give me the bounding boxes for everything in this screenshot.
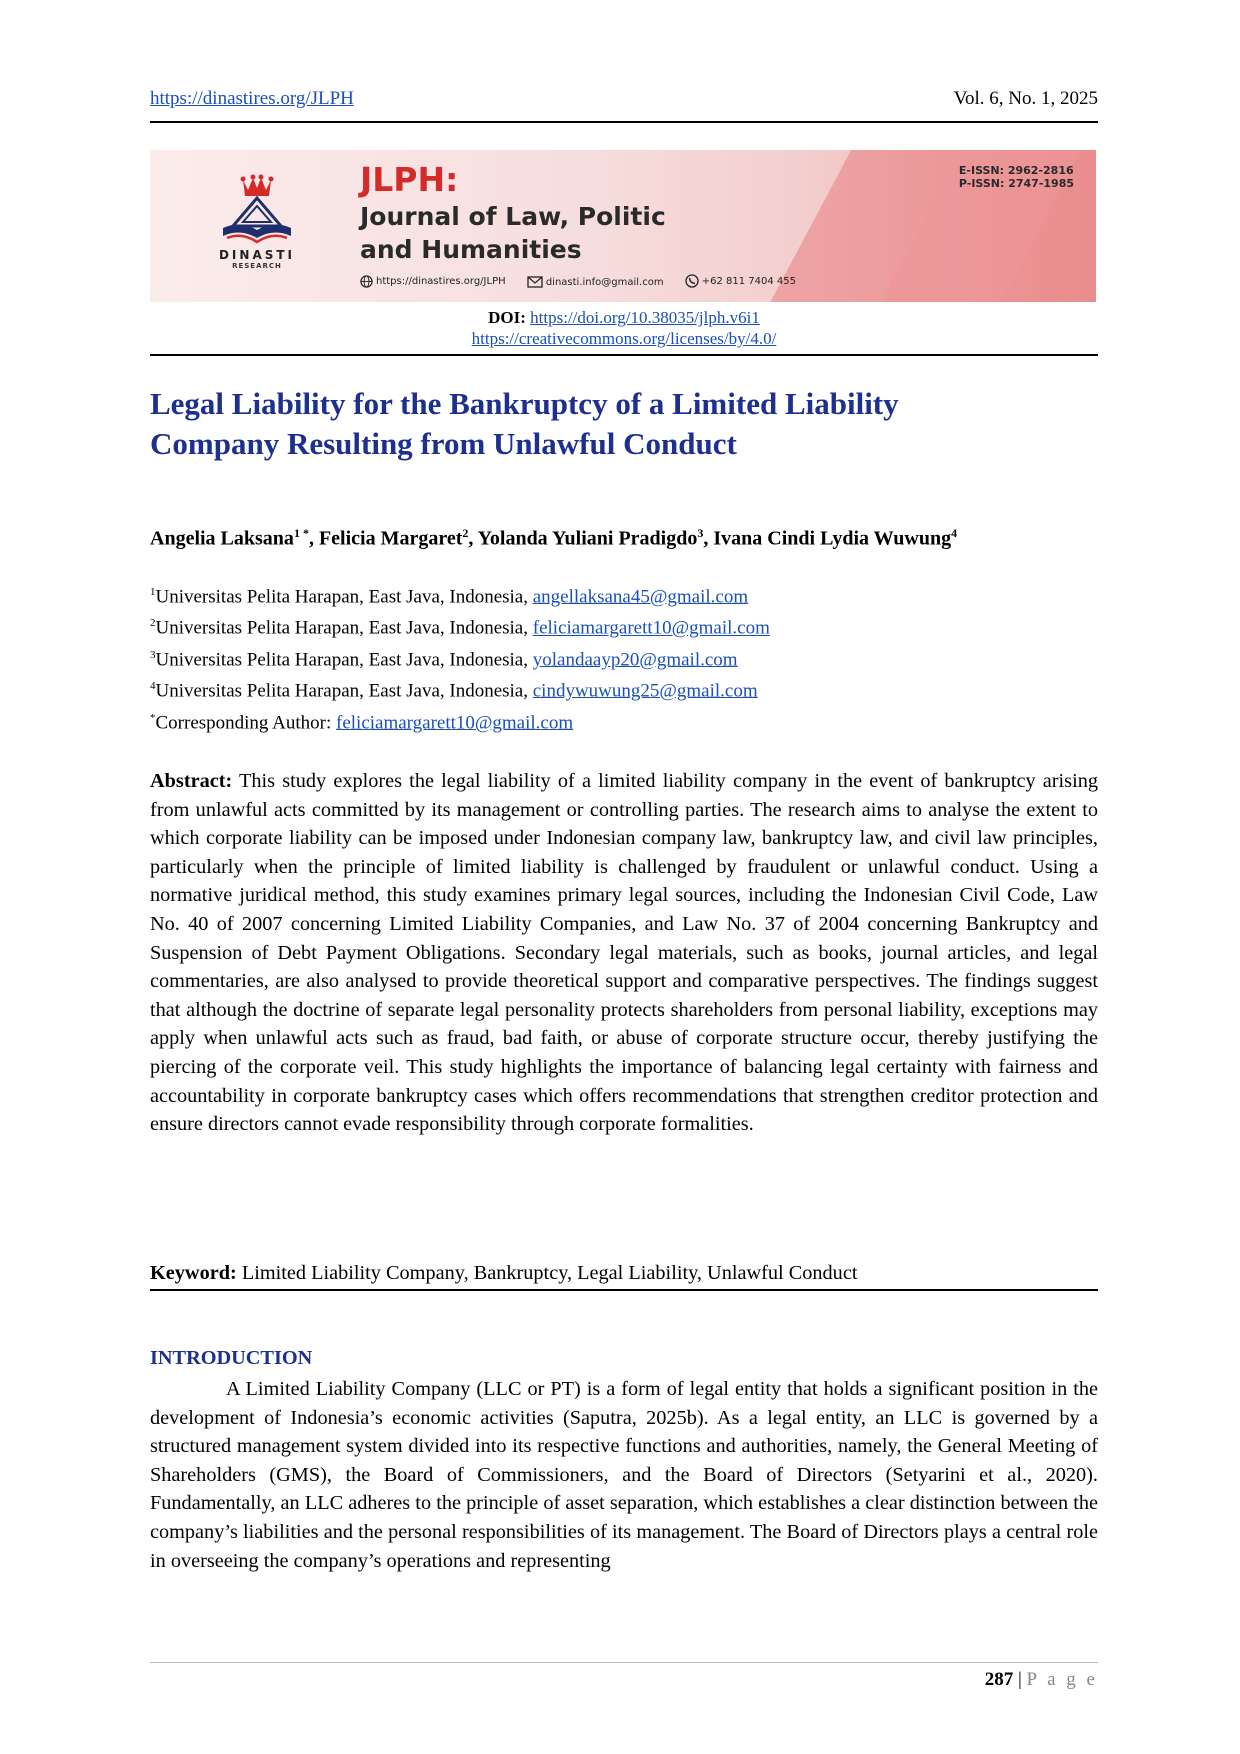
- abstract-text: This study explores the legal liability of a limited liability company in the event of bankruptcy arising from unlawful acts committed by its management or controlling parties. The research aims to analyse the extent to which corporate liability can be imposed under Indonesian company law, bankruptcy law, and civil law principles, particularly when the principle of limited liability is challenged by fraudulent or unlawful conduct. Using a normative juridical method, this study examines primary legal sources, including the Indonesian Civil Code, Law No. 40 of 2007 concerning Limited Liability Companies, and Law No. 37 of 2004 concerning Bankruptcy and Suspension of Debt Payment Obligations. Secondary legal materials, such as books, journal articles, and legal commentaries, are also analysed to provide theoretical support and comparative perspectives. The findings suggest that although the doctrine of separate legal personality protects shareholders from personal liability, exceptions may apply when unlawful acts such as fraud, bad faith, or abuse of corporate structure occur, thereby justifying the piercing of the corporate veil. This study highlights the importance of balancing legal certainty with fairness and accountability in corporate bankruptcy cases which offers recommendations that strengthen creditor protection and ensure directors cannot evade responsibility through corporate formalities.: [150, 770, 1098, 1136]
- contact-phone: [685, 274, 796, 288]
- globe-icon: [360, 275, 373, 288]
- affiliation-text: Universitas Pelita Harapan, East Java, Indonesia,: [155, 617, 533, 639]
- author-sup: 2: [462, 526, 469, 540]
- volume-info: Vol. 6, No. 1, 2025: [953, 88, 1098, 109]
- title-line1: Legal Liability for the Bankruptcy of a Limited Liability: [150, 386, 899, 421]
- affiliation-text: Universitas Pelita Harapan, East Java, Indonesia,: [155, 586, 533, 608]
- issn-block: [959, 164, 1074, 190]
- journal-title-block: [360, 160, 666, 266]
- footer-rule: [150, 1662, 1098, 1663]
- affiliation-email-link[interactable]: feliciamargarett10@gmail.com: [532, 617, 770, 639]
- author-name: Ivana Cindi Lydia Wuwung: [713, 527, 952, 550]
- author-sep: ,: [468, 527, 478, 550]
- header-rule: [150, 121, 1098, 123]
- affiliation-email-link[interactable]: cindywuwung25@gmail.com: [532, 680, 758, 702]
- page-label: P a g e: [1026, 1669, 1098, 1690]
- author-name: Yolanda Yuliani Pradigdo: [477, 527, 698, 550]
- contact-email-text: dinasti.info@gmail.com: [545, 276, 664, 288]
- affiliation-item: [150, 579, 1098, 610]
- paper-title: [150, 384, 1098, 464]
- phone-icon: [685, 274, 699, 288]
- page-number: 287: [984, 1669, 1014, 1690]
- eissn: E-ISSN: 2962-2816: [958, 164, 1074, 177]
- journal-banner: [150, 150, 1096, 302]
- keyword-text: Limited Liability Company, Bankruptcy, Legal Liability, Unlawful Conduct: [236, 1262, 858, 1284]
- banner-contacts: [360, 274, 814, 291]
- journal-url-link[interactable]: https://dinastires.org/JLPH: [150, 88, 354, 109]
- affiliation-num: 3: [150, 648, 156, 661]
- author-sup: 3: [697, 526, 704, 540]
- affiliation-item: [150, 673, 1098, 704]
- affiliation-num: 1: [150, 586, 156, 598]
- affiliation-text: Universitas Pelita Harapan, East Java, Indonesia,: [155, 648, 533, 670]
- affiliation-text: Universitas Pelita Harapan, East Java, Indonesia,: [155, 680, 533, 702]
- affiliation-num: 4: [150, 679, 156, 692]
- corresponding-email-link[interactable]: feliciamargarett10@gmail.com: [336, 712, 574, 734]
- contact-web: [360, 275, 506, 288]
- pissn: P-ISSN: 2747-1985: [958, 177, 1074, 190]
- section-heading-introduction: INTRODUCTION: [150, 1347, 313, 1369]
- affiliation-item: [150, 642, 1098, 673]
- title-line2: Company Resulting from Unlawful Conduct: [150, 426, 737, 461]
- affiliation-email-link[interactable]: angellaksana45@gmail.com: [532, 586, 749, 608]
- corresponding-mark: *: [150, 712, 156, 724]
- author-sup: 1 *: [293, 526, 309, 540]
- logo-brand: DINASTI: [218, 248, 296, 262]
- affiliation-list: [150, 579, 1098, 704]
- journal-name-line1: Journal of Law, Politic: [360, 202, 666, 231]
- author-list: [150, 520, 1098, 552]
- introduction-paragraph: A Limited Liability Company (LLC or PT) is a form of legal entity that holds a significant position in the development of Indonesia’s economic activities (Saputra, 2025b). As a legal entity, an LLC is governed by a structured management system divided into its respective functions and authorities, namely, the General Meeting of Shareholders (GMS), the Board of Commissioners, and the Board of Directors (Setyarini et al., 2020). Fundamentally, an LLC adheres to the principle of asset separation, which establishes a clear distinction between the company’s liabilities and the personal responsibilities of its management. The Board of Directors plays a central role in overseeing the company’s operations and representing: [150, 1378, 1098, 1572]
- author-name: Angelia Laksana: [150, 527, 294, 550]
- abstract-label: Abstract:: [150, 770, 233, 792]
- crown-book-logo-icon: [215, 174, 299, 246]
- affiliation-num: 2: [150, 617, 156, 630]
- author-sep: ,: [308, 527, 319, 550]
- doi-rule: [150, 354, 1098, 356]
- mail-icon: [527, 276, 543, 288]
- corresponding-author: [150, 712, 1098, 734]
- doi-label: DOI:: [488, 308, 526, 327]
- contact-phone-text: +62 811 7404 455: [701, 275, 797, 287]
- footer-separator: |: [1013, 1669, 1027, 1690]
- keyword-rule: [150, 1289, 1098, 1291]
- logo-sub: RESEARCH: [232, 262, 282, 270]
- contact-email: [527, 276, 664, 288]
- license-link[interactable]: https://creativecommons.org/licenses/by/4.0/: [471, 329, 777, 348]
- running-header: [150, 88, 1098, 116]
- affiliation-item: [150, 610, 1098, 641]
- doi-link[interactable]: https://doi.org/10.38035/jlph.v6i1: [530, 308, 760, 327]
- dinasti-logo: [202, 174, 312, 294]
- abstract: [150, 767, 1098, 1139]
- paper-page: [150, 0, 1098, 1754]
- contact-web-text: https://dinastires.org/JLPH: [376, 276, 506, 287]
- author-sep: ,: [703, 527, 714, 550]
- doi-block: [150, 307, 1098, 349]
- journal-name-line2: and Humanities: [360, 235, 582, 264]
- page-footer: [985, 1669, 1098, 1691]
- keywords: [150, 1259, 1098, 1287]
- corresponding-label: Corresponding Author:: [155, 712, 336, 734]
- journal-abbr: JLPH:: [360, 160, 459, 199]
- keyword-label: Keyword:: [150, 1262, 237, 1284]
- author-sup: 4: [951, 526, 958, 540]
- affiliation-email-link[interactable]: yolandaayp20@gmail.com: [532, 648, 738, 670]
- author-name: Felicia Margaret: [318, 527, 463, 550]
